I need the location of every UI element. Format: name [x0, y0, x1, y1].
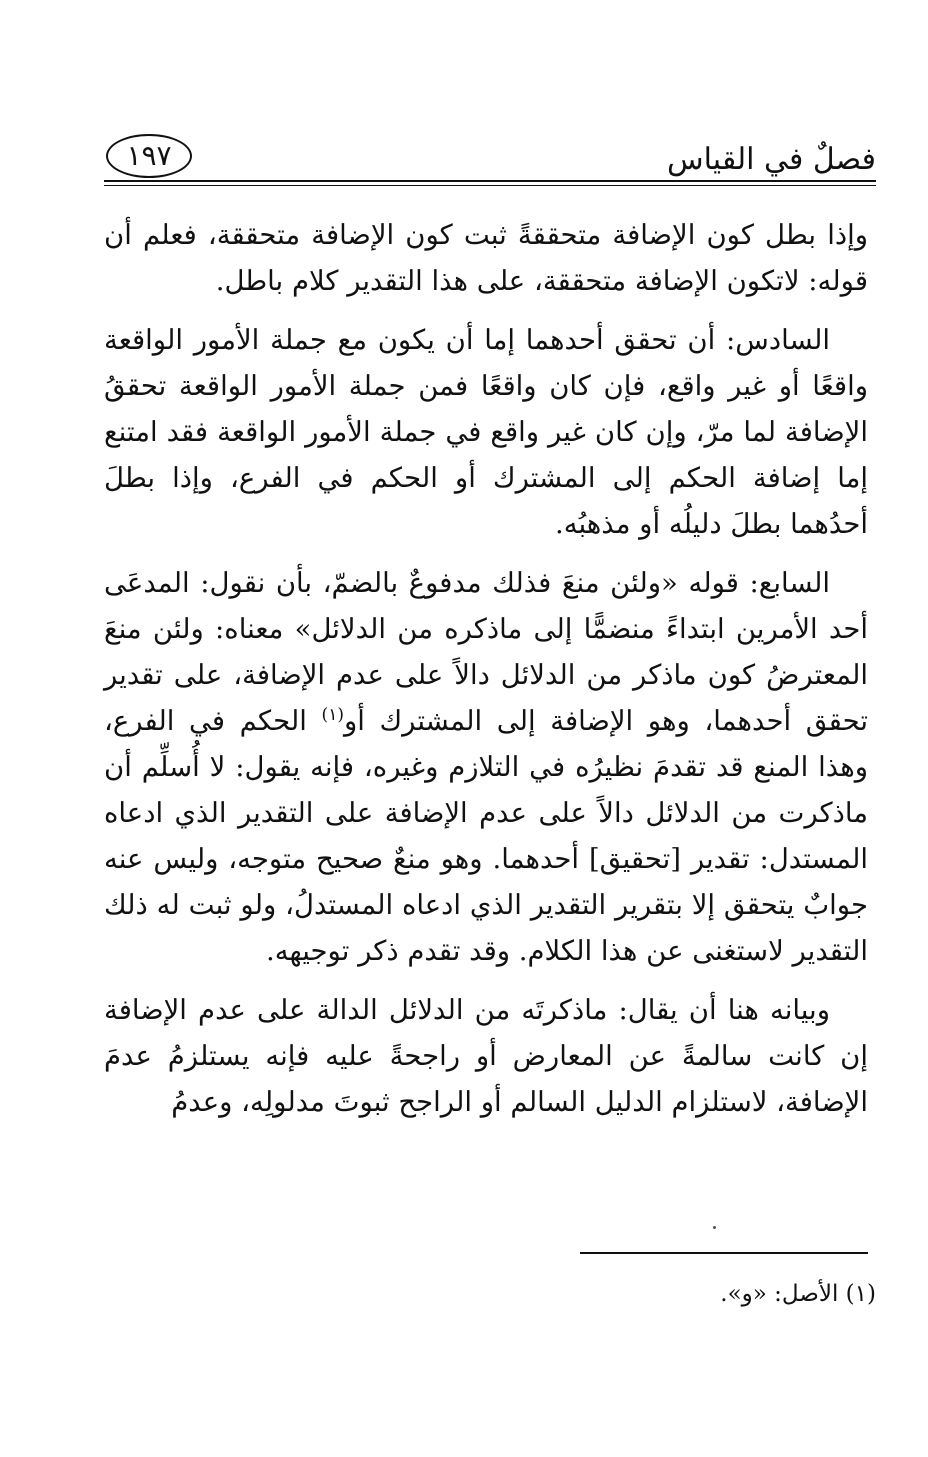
paragraph-4: وبيانه هنا أن يقال: ماذكرتَه من الدلائل الدالة على عدم الإضافة إن كانت سالمةً عن المعارض أو راجحةً عليه فإنه يستلزمُ عدمَ الإضافة، لاستلزام الدليل السالم أو الراجح ثبوتَ مدلولِه، وعدمُ	[104, 994, 868, 1118]
paragraph-3	[104, 560, 868, 974]
paragraph-3-part-2: الحكم في الفرع، وهذا المنع قد تقدمَ نظيرُه في التلازم وغيره، فإنه يقول: لا أُسلِّم أن ماذكرت من الدلائل دالاً على عدم الإضافة على التقدير الذي ادعاه المستدل: تقدير [تحقيق] أحدهما. وهو منعٌ صحيح متوجه، وليس عنه جوابٌ يتحقق إلا بتقرير التقدير الذي ادعاه المستدلُ، ولو ثبت له ذلك التقدير لاستغنى عن هذا الكلام. وقد تقدم ذكر توجيهه.	[104, 705, 868, 967]
running-title: فصلٌ في القياس	[667, 142, 876, 177]
body-text	[104, 212, 868, 1138]
stray-dot	[713, 1226, 716, 1229]
header-rule	[104, 180, 876, 186]
footnote-reference: (١)	[321, 704, 344, 725]
paragraph-2: السادس: أن تحقق أحدهما إما أن يكون مع جملة الأمور الواقعة واقعًا أو غير واقع، فإن كان واقعًا فمن جملة الأمور الواقعة تحققُ الإضافة لما مرّ، وإن كان غير واقع في جملة الأمور الواقعة فقد امتنع إما إضافة الحكم إلى المشترك أو الحكم في الفرع، وإذا بطلَ أحدُهما بطلَ دليلُه أو مذهبُه.	[104, 324, 868, 540]
paragraph-1: وإذا بطل كون الإضافة متحققةً ثبت كون الإضافة متحققة، فعلم أن قوله: لاتكون الإضافة متحققة، على هذا التقدير كلام باطل.	[104, 219, 868, 297]
paragraph-3-part-1: السابع: قوله «ولئن منعَ فذلك مدفوعٌ بالضمّ، بأن نقول: المدعَى أحد الأمرين ابتداءً منضمًّا إلى ماذكره من الدلائل» معناه: ولئن منعَ المعترضُ كون ماذكر من الدلائل دالاً على عدم الإضافة، على تقدير تحقق أحدهما، وهو الإضافة إلى المشترك أو	[104, 567, 868, 737]
footnote: (١) الأصل: «و».	[720, 1281, 876, 1307]
footnote-rule	[580, 1252, 868, 1254]
page-number: ١٩٧	[106, 134, 192, 178]
